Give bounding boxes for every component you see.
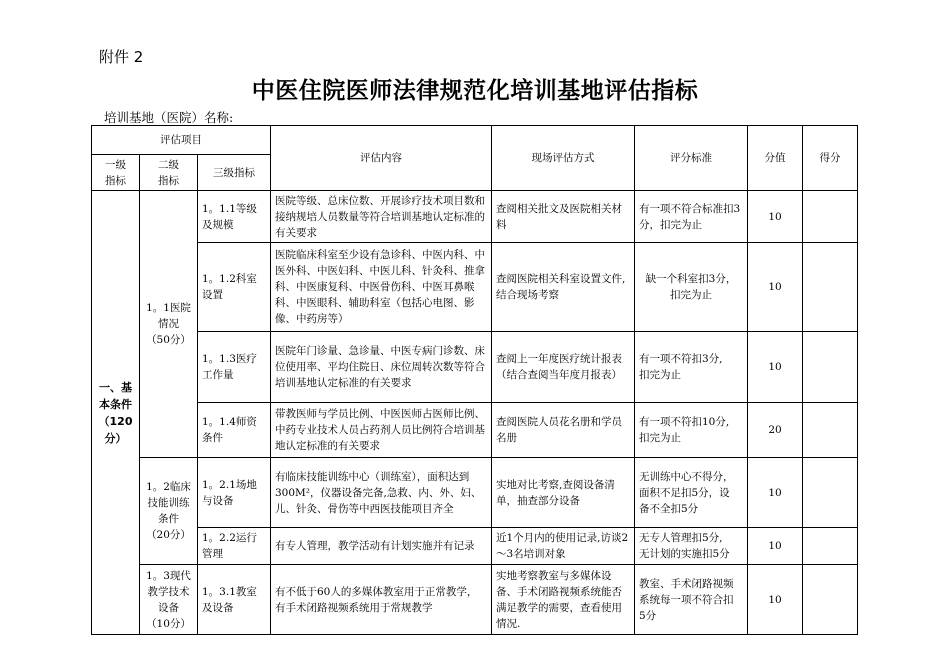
method-cell: 查阅医院人员花名册和学员名册 <box>492 403 635 458</box>
header-level3: 三级指标 <box>198 155 271 191</box>
level3-cell: 1。2.1场地 与设备 <box>198 458 271 528</box>
level2-cell: 1。3现代 教学技术 设备 （10分） <box>140 565 198 635</box>
standard-cell: 无训练中心不得分， 面积不足扣5分，设 备不全扣5分 <box>635 458 748 528</box>
table-row <box>92 403 858 458</box>
content-cell: 带教医师与学员比例、中医医师占医师比例、中药专业技术人员占药剂人员比例符合培训基地认定标准的有关要求 <box>271 403 492 458</box>
points-cell: 10 <box>748 458 803 528</box>
level3-cell: 1。1.2科室 设置 <box>198 243 271 332</box>
points-cell: 10 <box>748 528 803 565</box>
attachment-label: 附件 2 <box>99 48 144 66</box>
table-row <box>92 332 858 403</box>
score-cell[interactable] <box>803 458 858 528</box>
level2-cell: 1。1医院 情况 （50分） <box>140 191 198 458</box>
content-cell: 有临床技能训练中心（训练室），面积达到300M²，仪器设备完备,急救、内、外、妇、儿、针灸、骨伤等中西医技能项目齐全 <box>271 458 492 528</box>
method-cell: 实地考察教室与多媒体设备、手术闭路视频系统能否满足教学的需要，查看使用情况. <box>492 565 635 635</box>
standard-cell: 无专人管理扣5分, 无计划的实施扣5分 <box>635 528 748 565</box>
level3-cell: 1。1.3医疗 工作量 <box>198 332 271 403</box>
method-cell: 实地对比考察,查阅设备清单，抽查部分设备 <box>492 458 635 528</box>
score-cell[interactable] <box>803 243 858 332</box>
level3-cell: 1。1.4师资 条件 <box>198 403 271 458</box>
header-method: 现场评估方式 <box>492 126 635 191</box>
page-title: 中医住院医师法律规范化培训基地评估指标 <box>251 78 699 104</box>
content-cell: 医院年门诊量、急诊量、中医专病门诊数、床位使用率、平均住院日、床位周转次数等符合培训基地认定标准的有关要求 <box>271 332 492 403</box>
table-row <box>92 528 858 565</box>
method-cell: 查阅相关批文及医院相关材料 <box>492 191 635 243</box>
table-row <box>92 565 858 635</box>
header-level1: 一级 指标 <box>92 155 140 191</box>
level3-cell: 1。2.2运行 管理 <box>198 528 271 565</box>
level2-cell: 1。2临床 技能训练 条件 （20分） <box>140 458 198 565</box>
content-cell: 医院临床科室至少设有急诊科、中医内科、中医外科、中医妇科、中医儿科、针灸科、推拿科、中医康复科、中医骨伤科、中医耳鼻喉科、中医眼科、辅助科室（包括心电图、影像、中药房等） <box>271 243 492 332</box>
level1-cell: 一、基 本条件 （120 分） <box>92 191 140 635</box>
table-row <box>92 458 858 528</box>
content-cell: 有不低于60人的多媒体教室用于正常教学，有手术闭路视频系统用于常规教学 <box>271 565 492 635</box>
level3-cell: 1。3.1教室 及设备 <box>198 565 271 635</box>
points-cell: 20 <box>748 403 803 458</box>
table-row <box>92 243 858 332</box>
header-eval-items: 评估项目 <box>92 126 271 155</box>
method-cell: 近1个月内的使用记录,访谈2～3名培训对象 <box>492 528 635 565</box>
header-score: 得分 <box>803 126 858 191</box>
header-standard: 评分标准 <box>635 126 748 191</box>
score-cell[interactable] <box>803 332 858 403</box>
method-cell: 查阅医院相关科室设置文件,结合现场考察 <box>492 243 635 332</box>
score-cell[interactable] <box>803 403 858 458</box>
standard-cell: 有一项不符扣10分, 扣完为止 <box>635 403 748 458</box>
base-name-label: 培训基地（医院）名称: <box>104 110 234 125</box>
evaluation-table <box>91 125 858 635</box>
standard-cell: 有一项不符扣3分, 扣完为止 <box>635 332 748 403</box>
header-content: 评估内容 <box>271 126 492 191</box>
header-points: 分值 <box>748 126 803 191</box>
method-cell: 查阅上一年度医疗统计报表（结合查阅当年度月报表） <box>492 332 635 403</box>
score-cell[interactable] <box>803 191 858 243</box>
level3-cell: 1。1.1等级 及规模 <box>198 191 271 243</box>
score-cell[interactable] <box>803 565 858 635</box>
points-cell: 10 <box>748 243 803 332</box>
points-cell: 10 <box>748 191 803 243</box>
standard-cell: 有一项不符合标准扣3分，扣完为止 <box>635 191 748 243</box>
content-cell: 医院等级、总床位数、开展诊疗技术项目数和接纳规培人员数量等符合培训基地认定标准的有关要求 <box>271 191 492 243</box>
content-cell: 有专人管理，教学活动有计划实施并有记录 <box>271 528 492 565</box>
points-cell: 10 <box>748 332 803 403</box>
standard-cell: 教室、手术闭路视频 系统每一项不符合扣 5分 <box>635 565 748 635</box>
table-row <box>92 191 858 243</box>
points-cell: 10 <box>748 565 803 635</box>
standard-cell: 缺一个科室扣3分， 扣完为止 <box>635 243 748 332</box>
header-level2: 二级 指标 <box>140 155 198 191</box>
score-cell[interactable] <box>803 528 858 565</box>
